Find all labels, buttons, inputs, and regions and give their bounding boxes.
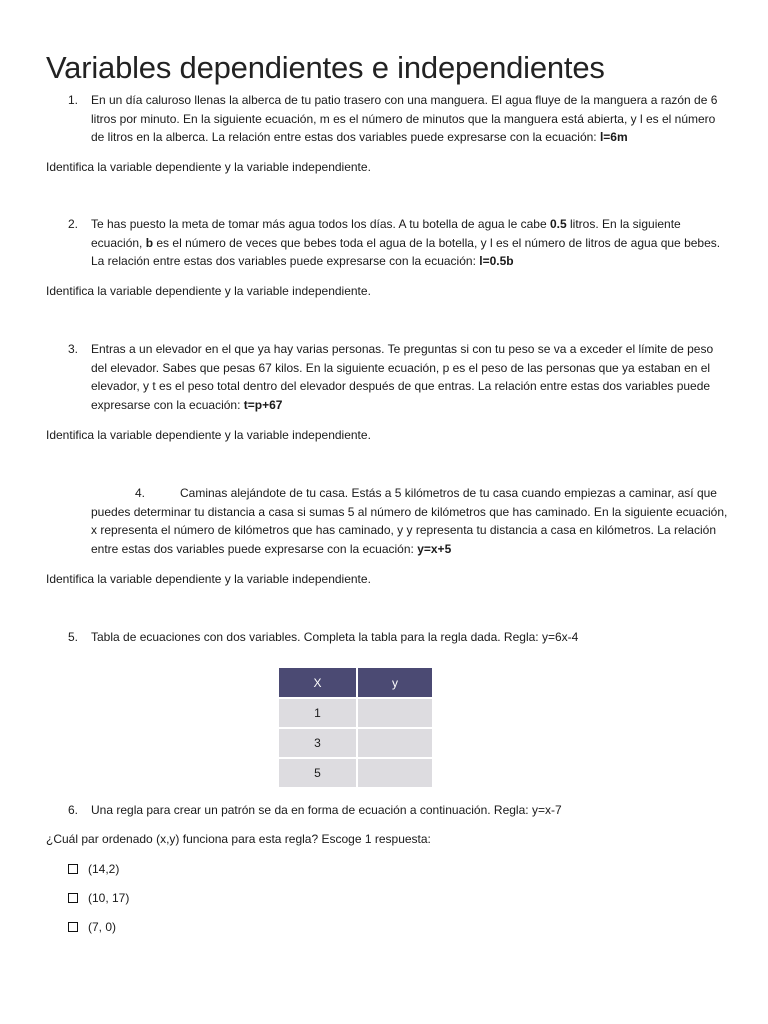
table-cell-y[interactable] — [357, 728, 432, 758]
answer-option[interactable] — [68, 891, 129, 905]
table-cell-y[interactable] — [357, 698, 432, 728]
rule-table — [279, 668, 432, 787]
q4-number: 4. — [135, 486, 146, 500]
q6-question: ¿Cuál par ordenado (x,y) funciona para esta regla? Escoge 1 respuesta: — [46, 832, 431, 846]
table-header-y: y — [357, 668, 432, 698]
q2-text: Te has puesto la meta de tomar más agua todos los días. A tu botella de agua le cabe 0.5 litros. En la siguiente ecuación, b es el número de veces que bebes toda el agua de la botella, y l es el número de litros de agua que bebes. La relación entre estas dos variables puede expresarse con la ecuación: l=0.5b — [91, 217, 721, 269]
table-row — [279, 698, 432, 728]
checkbox-icon[interactable] — [68, 893, 78, 903]
q4-text: Caminas alejándote de tu casa. Estás a 5 kilómetros de tu casa cuando empiezas a caminar, así que puedes determinar tu distancia a casa si sumas 5 al número de kilómetros que has caminado. En la siguiente ecuación, x representa el número de kilómetros que has caminado, y y representa tu distancia a casa en kilómetros. La relación entre estas dos variables puede expresarse con la ecuación: y=x+5 — [91, 486, 728, 556]
answer-option-label: (10, 17) — [88, 891, 130, 905]
q2-identify: Identifica la variable dependiente y la variable independiente. — [46, 284, 371, 298]
q3-text: Entras a un elevador en el que ya hay varias personas. Te preguntas si con tu peso se va a exceder el límite de peso del elevador. Sabes que pesas 67 kilos. En la siguiente ecuación, p es el peso de las personas que ya estaban en el elevador, y t es el peso total dentro del elevador después de que entras. La relación entre estas dos variables puede expresarse con la ecuación: t=p+67 — [91, 342, 714, 412]
q5-text: Tabla de ecuaciones con dos variables. Completa la tabla para la regla dada. Regla: y=6x-4 — [91, 630, 579, 644]
answer-option-label: (7, 0) — [88, 920, 117, 934]
q6-text: Una regla para crear un patrón se da en forma de ecuación a continuación. Regla: y=x-7 — [91, 803, 562, 817]
q2-number: 2. — [68, 217, 79, 231]
q4-identify: Identifica la variable dependiente y la variable independiente. — [46, 572, 371, 586]
checkbox-icon[interactable] — [68, 864, 78, 874]
answer-option[interactable] — [68, 920, 116, 934]
page-title: Variables dependientes e independientes — [46, 50, 605, 85]
q4-equation: y=x+5 — [417, 541, 452, 556]
q6-number: 6. — [68, 803, 79, 817]
q2-equation: l=0.5b — [479, 254, 514, 269]
q3-identify: Identifica la variable dependiente y la variable independiente. — [46, 428, 371, 442]
q1-number: 1. — [68, 93, 79, 107]
q3-number: 3. — [68, 342, 79, 356]
checkbox-icon[interactable] — [68, 922, 78, 932]
q1-text: En un día caluroso llenas la alberca de tu patio trasero con una manguera. El agua fluye de la manguera a razón de 6 litros por minuto. En la siguiente ecuación, m es el número de minutos que la manguera está abierta, y l es el número de litros en la alberca. La relación entre estas dos variables puede expresarse con la ecuación: l=6m — [91, 93, 718, 145]
table-cell-x: 1 — [279, 698, 357, 728]
q1-identify: Identifica la variable dependiente y la variable independiente. — [46, 160, 371, 174]
q1-equation: l=6m — [599, 130, 628, 145]
answer-option-label: (14,2) — [88, 862, 120, 876]
table-header-x: X — [279, 668, 357, 698]
table-row — [279, 758, 432, 787]
table-cell-x: 5 — [279, 758, 357, 787]
answer-option[interactable] — [68, 862, 119, 876]
table-cell-x: 3 — [279, 728, 357, 758]
table-cell-y[interactable] — [357, 758, 432, 787]
table-row — [279, 728, 432, 758]
q5-number: 5. — [68, 630, 79, 644]
q3-equation: t=p+67 — [243, 397, 283, 412]
